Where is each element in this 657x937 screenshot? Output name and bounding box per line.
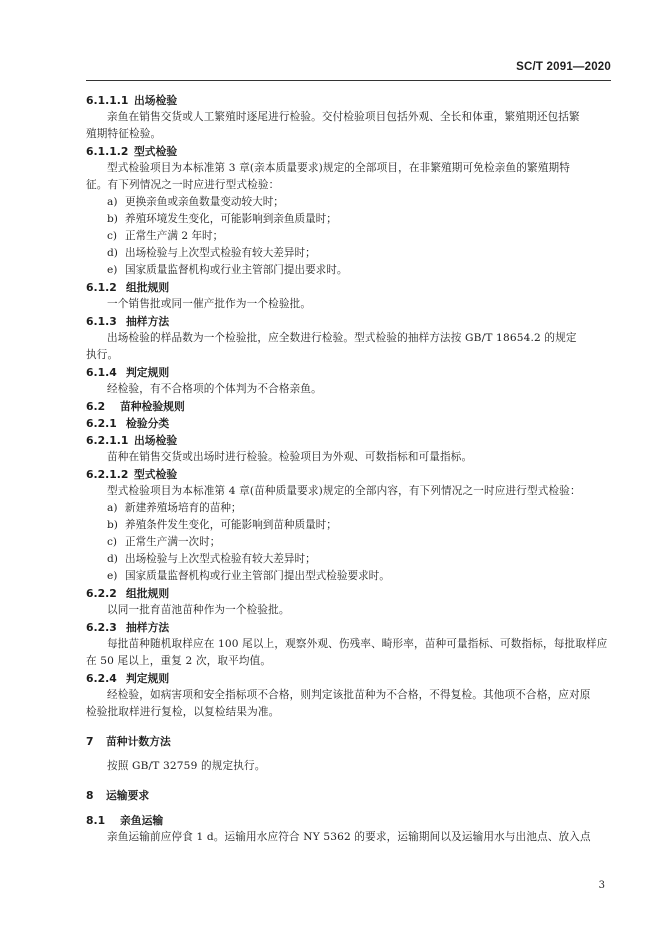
- list-item: d) 出场检验与上次型式检验有较大差异时；: [107, 247, 316, 259]
- heading-6-2: 6.2 苗种检验规则: [86, 400, 185, 413]
- list-item: c) 正常生产满一次时；: [107, 536, 221, 548]
- paragraph: 在 50 尾以上，重复 2 次，取平均值。: [86, 655, 272, 667]
- paragraph: 以同一批育苗池苗种作为一个检验批。: [107, 604, 290, 616]
- document-body: [86, 92, 611, 846]
- heading-6-2-1: 6.2.1 检验分类: [86, 417, 170, 430]
- list-item: a) 更换亲鱼或亲鱼数量变动较大时；: [107, 196, 284, 208]
- heading-6-2-3: 6.2.3 抽样方法: [86, 621, 170, 634]
- paragraph: 型式检验项目为本标准第 4 章(苗种质量要求)规定的全部内容，有下列情况之一时应进行型式检验：: [107, 485, 581, 497]
- paragraph: 殖期特征检验。: [86, 128, 162, 140]
- list-item: e) 国家质量监督机构或行业主管部门提出要求时。: [107, 264, 348, 276]
- paragraph: 型式检验项目为本标准第 3 章(亲本质量要求)规定的全部项目，在非繁殖期可免检亲鱼的繁殖期特: [107, 162, 570, 174]
- paragraph: 执行。: [86, 349, 119, 361]
- heading-6-1-2: 6.1.2 组批规则: [86, 281, 170, 294]
- standard-code: SC/T 2091—2020: [516, 61, 611, 73]
- heading-8-1: 8.1 亲鱼运输: [86, 814, 164, 827]
- list-item: e) 国家质量监督机构或行业主管部门提出型式检验要求时。: [107, 570, 390, 582]
- list-item: a) 新建养殖场培育的苗种；: [107, 502, 242, 514]
- heading-6-1-1-1: 6.1.1.1 出场检验: [86, 94, 178, 107]
- page-number: 3: [598, 880, 605, 891]
- paragraph: 一个销售批或同一催产批作为一个检验批。: [107, 298, 312, 310]
- paragraph: 按照 GB/T 32759 的规定执行。: [107, 760, 266, 772]
- paragraph: 经检验，有不合格项的个体判为不合格亲鱼。: [107, 383, 322, 395]
- paragraph: 亲鱼运输前应停食 1 d。运输用水应符合 NY 5362 的要求，运输期间以及运输用水与出池点、放入点: [107, 831, 591, 843]
- header-rule: [86, 80, 611, 81]
- heading-7: 7 苗种计数方法: [86, 735, 171, 748]
- paragraph: 出场检验的样品数为一个检验批，应全数进行检验。型式检验的抽样方法按 GB/T 18654.2 的规定: [107, 332, 577, 344]
- paragraph: 征。有下列情况之一时应进行型式检验：: [86, 179, 280, 191]
- list-item: d) 出场检验与上次型式检验有较大差异时；: [107, 553, 316, 565]
- heading-6-1-4: 6.1.4 判定规则: [86, 366, 170, 379]
- paragraph: 检验批取样进行复检，以复检结果为准。: [86, 706, 280, 718]
- heading-6-2-1-1: 6.2.1.1 出场检验: [86, 434, 178, 447]
- list-item: b) 养殖条件发生变化，可能影响到苗种质量时；: [107, 519, 337, 531]
- paragraph: 亲鱼在销售交货或人工繁殖时逐尾进行检验。交付检验项目包括外观、全长和体重，繁殖期还包括繁: [107, 111, 580, 123]
- heading-8: 8 运输要求: [86, 789, 150, 802]
- heading-6-2-1-2: 6.2.1.2 型式检验: [86, 468, 178, 481]
- heading-6-2-2: 6.2.2 组批规则: [86, 587, 170, 600]
- heading-6-2-4: 6.2.4 判定规则: [86, 672, 170, 685]
- paragraph: 苗种在销售交货或出场时进行检验。检验项目为外观、可数指标和可量指标。: [107, 451, 473, 463]
- heading-6-1-1-2: 6.1.1.2 型式检验: [86, 145, 178, 158]
- paragraph: 每批苗种随机取样应在 100 尾以上，观察外观、伤残率、畸形率，苗种可量指标、可数指标，每批取样应: [107, 638, 608, 650]
- paragraph: 经检验，如病害项和安全指标项不合格，则判定该批苗种为不合格，不得复检。其他项不合格，应对原: [107, 689, 591, 701]
- list-item: c) 正常生产满 2 年时；: [107, 230, 224, 242]
- list-item: b) 养殖环境发生变化，可能影响到亲鱼质量时；: [107, 213, 337, 225]
- heading-6-1-3: 6.1.3 抽样方法: [86, 315, 170, 328]
